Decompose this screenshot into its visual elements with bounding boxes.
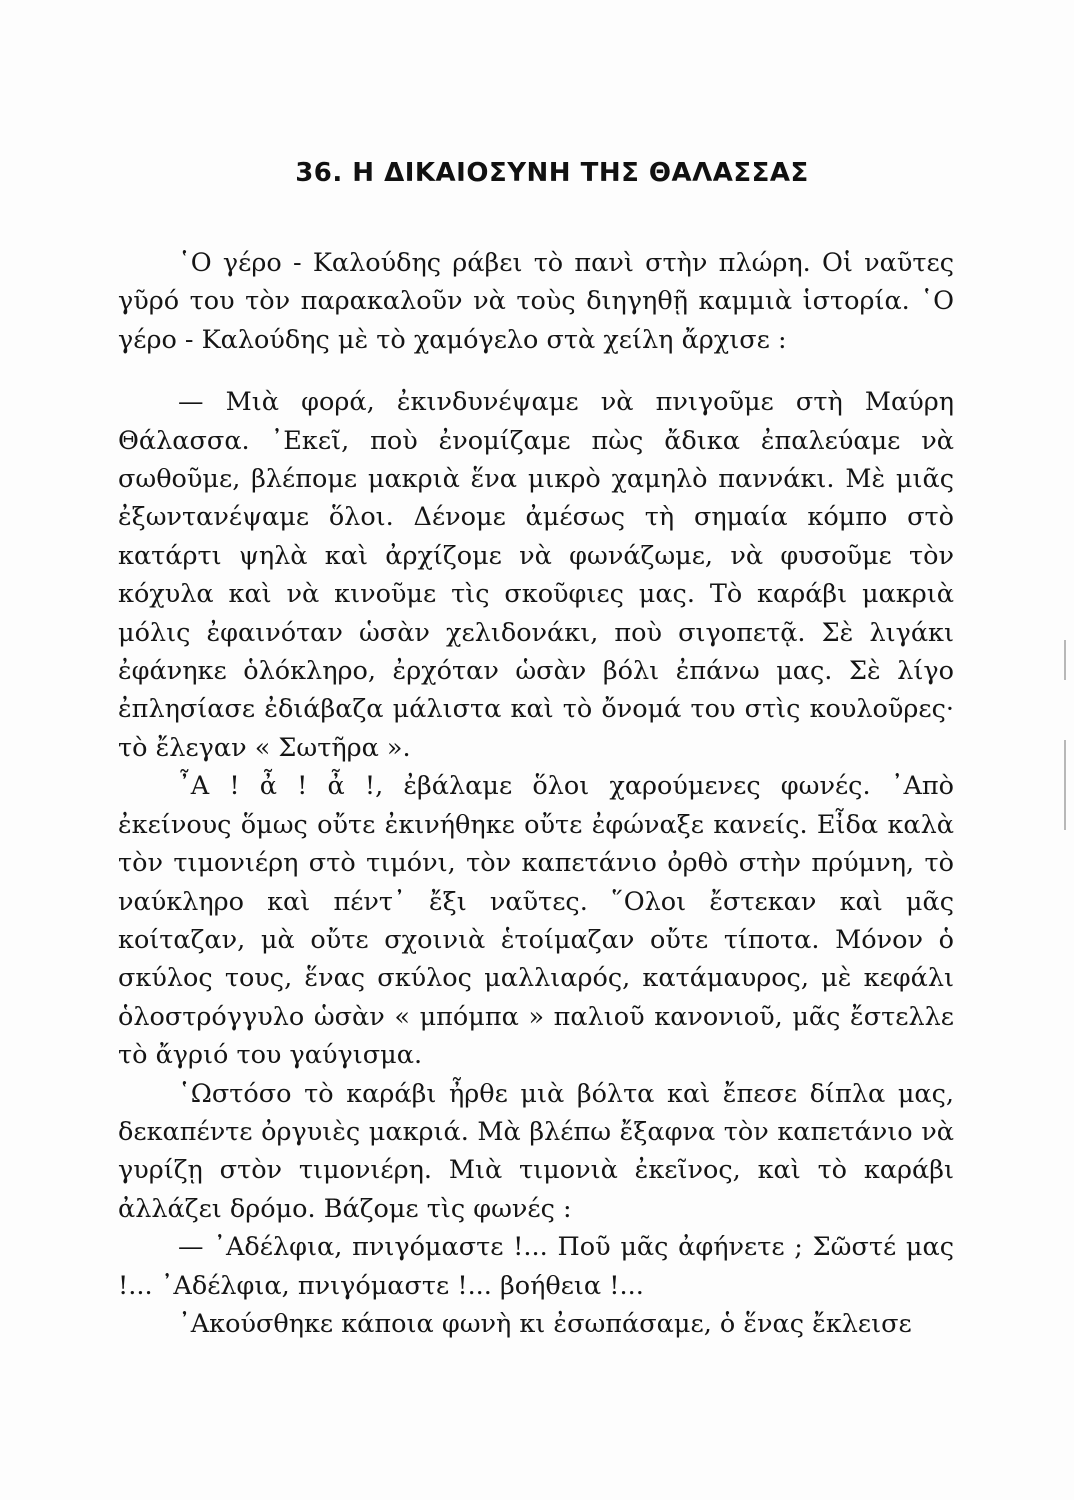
paragraph: ῾Ο γέρο - Καλούδης ράβει τὸ πανὶ στὴν πλώρη. Οἱ ναῦτες γῦρό του τὸν παρακαλοῦν νὰ τοὺς διηγηθῇ καμμιὰ ἱστορία. ῾Ο γέρο - Καλούδης μὲ τὸ χαμόγελο στὰ χείλη ἄρχισε : bbox=[118, 248, 954, 355]
paragraph: ῾Ωστόσο τὸ καράβι ἦρθε μιὰ βόλτα καὶ ἔπεσε δίπλα μας, δεκαπέντε ὀργυιὲς μακριά. Μὰ βλέπω ἔξαφνα τὸν καπετάνιο νὰ γυρίζῃ στὸν τιμονιέρη. Μιὰ τιμονιὰ ἐκεῖνος, καὶ τὸ καράβι ἀλλάζει δρόμο. Βάζομε τὶς φωνές : bbox=[118, 1078, 954, 1224]
scan-edge-mark bbox=[1064, 740, 1066, 830]
scan-edge-mark bbox=[1064, 640, 1066, 680]
paragraph: ῏Α ! ἆ ! ἆ !, ἐβάλαμε ὅλοι χαρούμενες φωνές. ᾿Απὸ ἐκείνους ὅμως οὔτε ἐκινήθηκε οὔτε ἐφώναξε κανείς. Εἶδα καλὰ τὸν τιμονιέρη στὸ τιμόνι, τὸν καπετάνιο ὀρθὸ στὴν πρύμνη, τὸ ναύκληρο καὶ πέντ᾿ ἔξι ναῦτες. ῞Ολοι ἔστεκαν καὶ μᾶς κοίταζαν, μὰ οὔτε σχοινιὰ ἑτοίμαζαν οὔτε τίποτα. Μόνον ὁ σκύλος τους, ἕνας σκύλος μαλλιαρός, κατάμαυρος, μὲ κεφάλι ὁλοστρόγγυλο ὡσὰν « μπόμπα » παλιοῦ κανονιοῦ, μᾶς ἔστελλε τὸ ἄγριό του γαύγισμα. bbox=[118, 771, 954, 1071]
chapter-body bbox=[118, 244, 954, 1343]
chapter-title: 36. Η ΔΙΚΑΙΟΣΥΝΗ ΤΗΣ ΘΑΛΑΣΣΑΣ bbox=[295, 158, 809, 188]
paragraph: ᾿Ακούσθηκε κάποια φωνὴ κι ἐσωπάσαμε, ὁ ἕνας ἔκλεισε bbox=[178, 1308, 912, 1339]
paragraph: — Μιὰ φορά, ἐκινδυνέψαμε νὰ πνιγοῦμε στὴ Μαύρη Θάλασσα. ᾿Εκεῖ, ποὺ ἐνομίζαμε πὼς ἄδικα ἐπαλεύαμε νὰ σωθοῦμε, βλέπομε μακριὰ ἕνα μικρὸ χαμηλὸ παννάκι. Μὲ μιᾶς ἐξωντανέψαμε ὅλοι. Δένομε ἀμέσως τὴ σημαία κόμπο στὸ κατάρτι ψηλὰ καὶ ἀρχίζομε νὰ φωνάζωμε, νὰ φυσοῦμε τὸν κόχυλα καὶ νὰ κινοῦμε τὶς σκοῦφιες μας. Τὸ καράβι μακριὰ μόλις ἐφαινόταν ὡσὰν χελιδονάκι, ποὺ σιγοπετᾷ. Σὲ λιγάκι ἐφάνηκε ὁλόκληρο, ἐρχόταν ὡσὰν βόλι ἐπάνω μας. Σὲ λίγο ἐπλησίασε ἐδιάβαζα μάλιστα καὶ τὸ ὄνομά του στὶς κουλοῦρες· τὸ ἔλεγαν « Σωτῆρα ». bbox=[118, 387, 954, 763]
paragraph: — ᾿Αδέλφια, πνιγόμαστε !... Ποῦ μᾶς ἀφήνετε ; Σῶστέ μας !... ᾿Αδέλφια, πνιγόμαστε !... βοήθεια !... bbox=[118, 1232, 954, 1301]
